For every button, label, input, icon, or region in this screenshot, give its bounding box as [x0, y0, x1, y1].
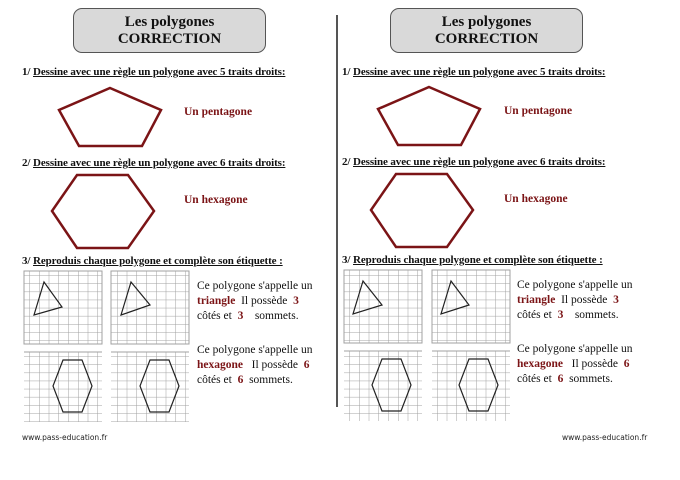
- title-line2: CORRECTION: [117, 31, 222, 47]
- title-line1: Les polygones: [124, 14, 215, 30]
- grid-triangle-copy: [432, 270, 510, 343]
- grid-hexagon-copy: [111, 352, 189, 422]
- grid-triangle-model: [344, 270, 422, 343]
- footer-url: www.pass-education.fr: [22, 433, 108, 442]
- question-2: 2/ Dessine avec une règle un polygone avec 6 traits droits:: [22, 157, 286, 169]
- answer-pentagon: Un pentagone: [504, 105, 573, 117]
- grid-hexagon-copy: [432, 351, 510, 421]
- answer-hexagon: Un hexagone: [184, 194, 248, 206]
- grid-hexagon-model: [344, 351, 422, 421]
- triangle-label: Ce polygone s'appelle un triangle Il possède 3 côtés et 3 sommets.: [197, 280, 313, 322]
- answer-hexagon: Un hexagone: [504, 193, 568, 205]
- hexagon-label: Ce polygone s'appelle un hexagone Il possède 6 côtés et 6 sommets.: [517, 343, 633, 385]
- title-line1: Les polygones: [441, 14, 532, 30]
- grid-hexagon-model: [24, 352, 102, 422]
- grids-right: [320, 0, 660, 480]
- worksheet-right: [320, 0, 660, 480]
- question-3: 3/ Reproduis chaque polygone et complète son étiquette :: [342, 254, 603, 266]
- footer-url: www.pass-education.fr: [562, 433, 648, 442]
- question-1: 1/ Dessine avec une règle un polygone avec 5 traits droits:: [342, 66, 606, 78]
- answer-pentagon: Un pentagone: [184, 106, 253, 118]
- grid-triangle-model: [24, 271, 102, 344]
- title-line2: CORRECTION: [434, 31, 539, 47]
- question-2: 2/ Dessine avec une règle un polygone avec 6 traits droits:: [342, 156, 606, 168]
- question-3: 3/ Reproduis chaque polygone et complète son étiquette :: [22, 255, 283, 267]
- hexagon-name: hexagone: [197, 359, 243, 371]
- hexagon-name: hexagone: [517, 358, 563, 370]
- triangle-name: triangle: [517, 294, 556, 306]
- grid-triangle-copy: [111, 271, 189, 344]
- triangle-label: Ce polygone s'appelle un triangle Il possède 3 côtés et 3 sommets.: [517, 279, 633, 321]
- triangle-name: triangle: [197, 295, 236, 307]
- hexagon-label: Ce polygone s'appelle un hexagone Il possède 6 côtés et 6 sommets.: [197, 344, 313, 386]
- question-1: 1/ Dessine avec une règle un polygone avec 5 traits droits:: [22, 66, 286, 78]
